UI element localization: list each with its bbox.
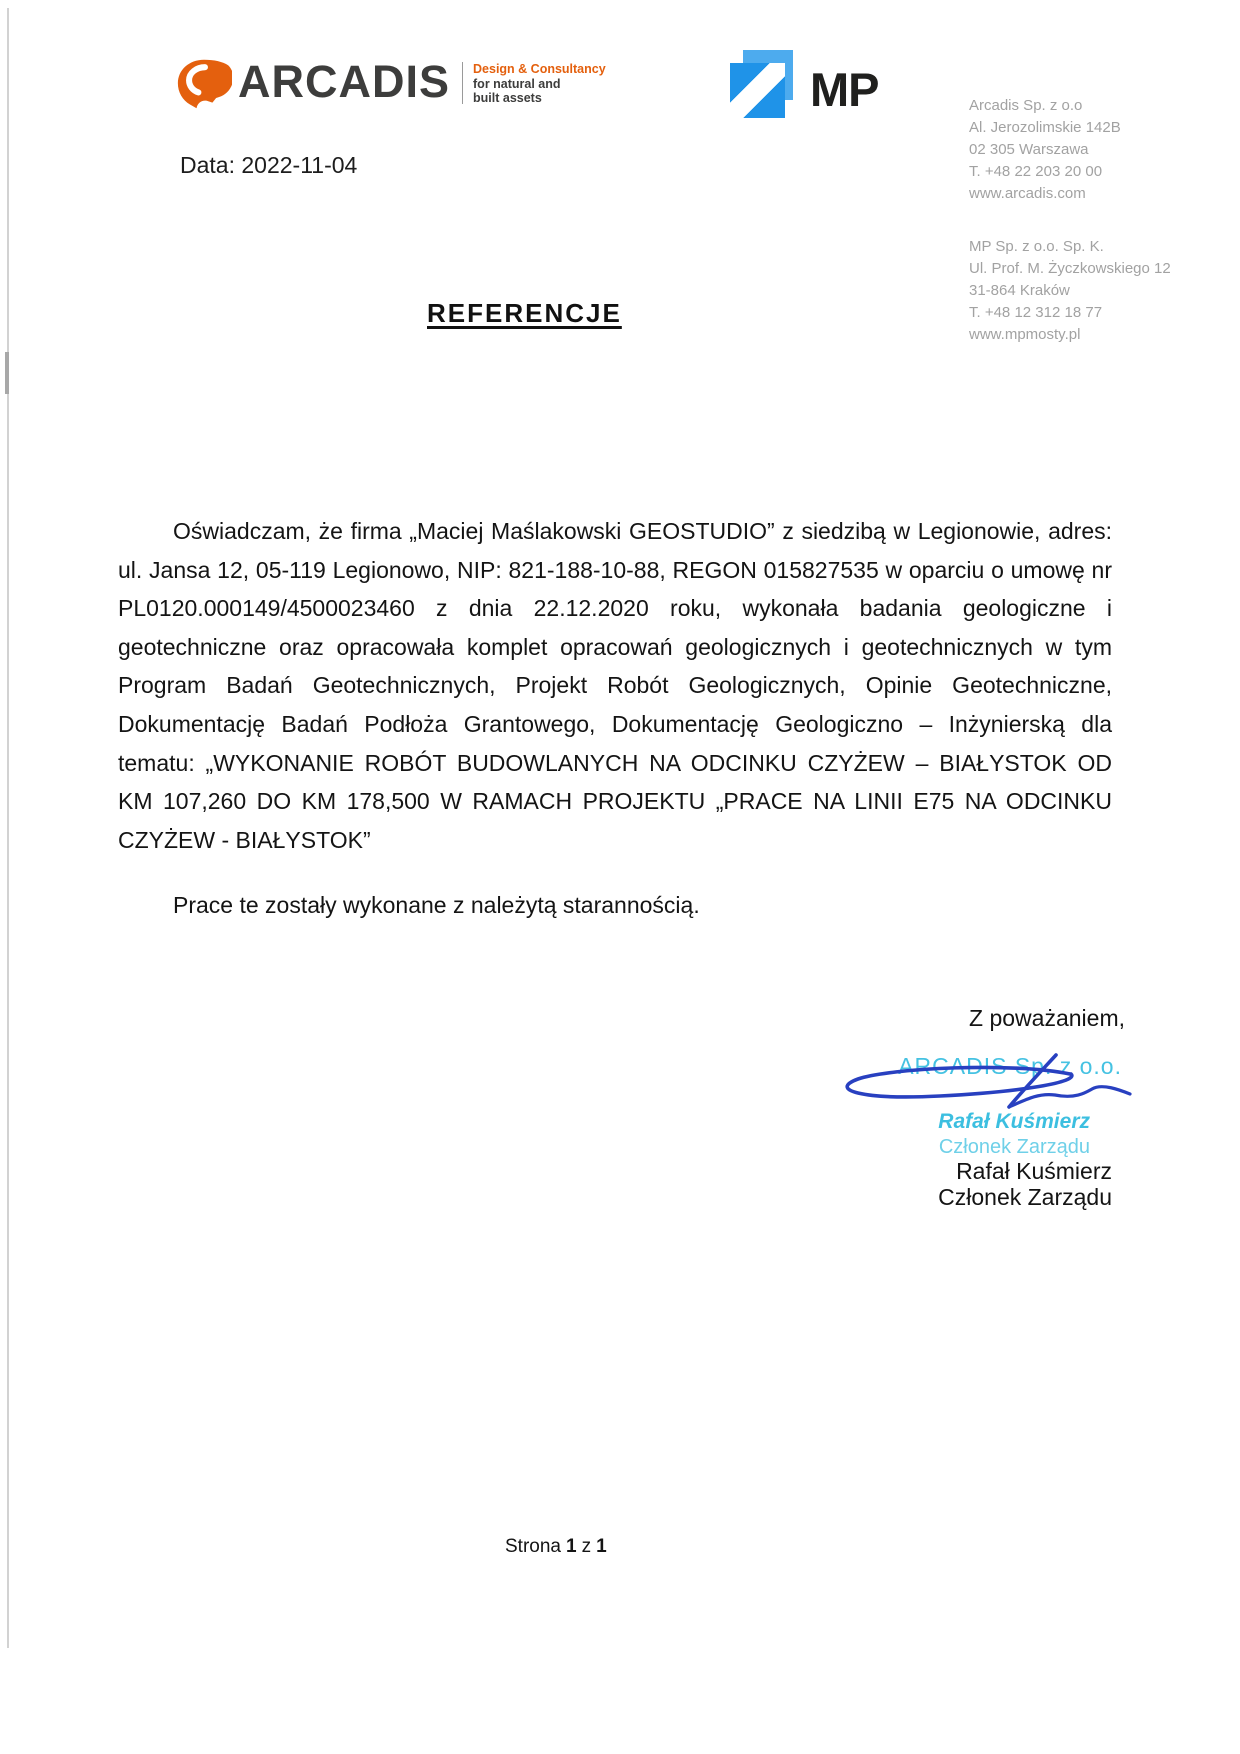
arcadis-logo-divider [462, 62, 463, 104]
arcadis-tagline-line3: built assets [473, 91, 542, 105]
footer-total-pages: 1 [596, 1536, 607, 1557]
arcadis-logo [176, 58, 606, 110]
mp-logo [730, 50, 890, 120]
stamp-company-name: ARCADIS Sp. z o.o. [898, 1053, 1122, 1079]
typed-signer-title: Członek Zarządu [938, 1184, 1112, 1210]
footer-page-number: 1 [565, 1536, 577, 1557]
stamp-signer-name: Rafał Kuśmierz [938, 1110, 1090, 1133]
closing-phrase: Z poważaniem, [969, 1005, 1125, 1031]
arcadis-address-block [969, 95, 1189, 205]
mp-wordmark: MP [810, 63, 879, 116]
arcadis-tagline-line1: Design & Consultancy [473, 62, 606, 76]
arcadis-tagline [473, 58, 606, 106]
body-paragraph-conclusion: Prace te zostały wykonane z należytą starannością. [173, 892, 700, 918]
typed-signer-name: Rafał Kuśmierz [956, 1158, 1112, 1184]
arcadis-wordmark: ARCADIS [238, 56, 451, 107]
scan-artifact-line [7, 8, 9, 1648]
scan-artifact-dash [5, 352, 9, 394]
mp-logo-square-icon [730, 63, 785, 118]
document-title: REFERENCJE [427, 298, 622, 328]
footer-prefix: Strona [505, 1536, 561, 1557]
page-footer [505, 1536, 612, 1558]
arcadis-address-website: www.arcadis.com [969, 185, 1086, 202]
mp-address-city: 31-864 Kraków [969, 282, 1070, 299]
arcadis-address-phone: T. +48 22 203 20 00 [969, 163, 1103, 180]
arcadis-address-street: Al. Jerozolimskie 142B [969, 119, 1121, 136]
footer-separator: z [581, 1536, 592, 1557]
mp-address-street: Ul. Prof. M. Życzkowskiego 12 [969, 260, 1171, 277]
mp-address-company: MP Sp. z o.o. Sp. K. [969, 238, 1104, 255]
arcadis-bird-icon [176, 58, 232, 110]
document-date: Data: 2022-11-04 [180, 152, 358, 178]
arcadis-address-city: 02 305 Warszawa [969, 141, 1089, 158]
handwritten-signature [828, 1052, 1143, 1124]
body-paragraph-statement: Oświadczam, że firma „Maciej Maślakowski GEOSTUDIO” z siedzibą w Legionowie, adres: ul. Jansa 12, 05-119 Legionowo, NIP: 821-188-10-88, REGON 015827535 w oparciu o umowę nr PL0120.000149/4500023460 z dnia 22.12.2020 roku, wykonała badania geologiczne i geotechniczne oraz opracowała komplet opracowań geologicznych i geotechnicznych w tym Program Badań Geotechnicznych, Projekt Robót Geologicznych, Opinie Geotechniczne, Dokumentację Badań Podłoża Grantowego, Dokumentację Geologiczno – Inżynierską dla tematu: „WYKONANIE ROBÓT BUDOWLANYCH NA ODCINKU CZYŻEW – BIAŁYSTOK OD KM 107,260 DO KM 178,500 W RAMACH PROJEKTU „PRACE NA LINII E75 NA ODCINKU CZYŻEW - BIAŁYSTOK” [118, 518, 1112, 853]
mp-address-phone: T. +48 12 312 18 77 [969, 304, 1103, 321]
mp-address-website: www.mpmosty.pl [969, 326, 1081, 343]
mp-address-block [969, 236, 1189, 346]
stamp-signer-title: Członek Zarządu [938, 1136, 1090, 1158]
arcadis-address-company: Arcadis Sp. z o.o [969, 97, 1083, 114]
arcadis-tagline-line2: for natural and [473, 76, 561, 91]
